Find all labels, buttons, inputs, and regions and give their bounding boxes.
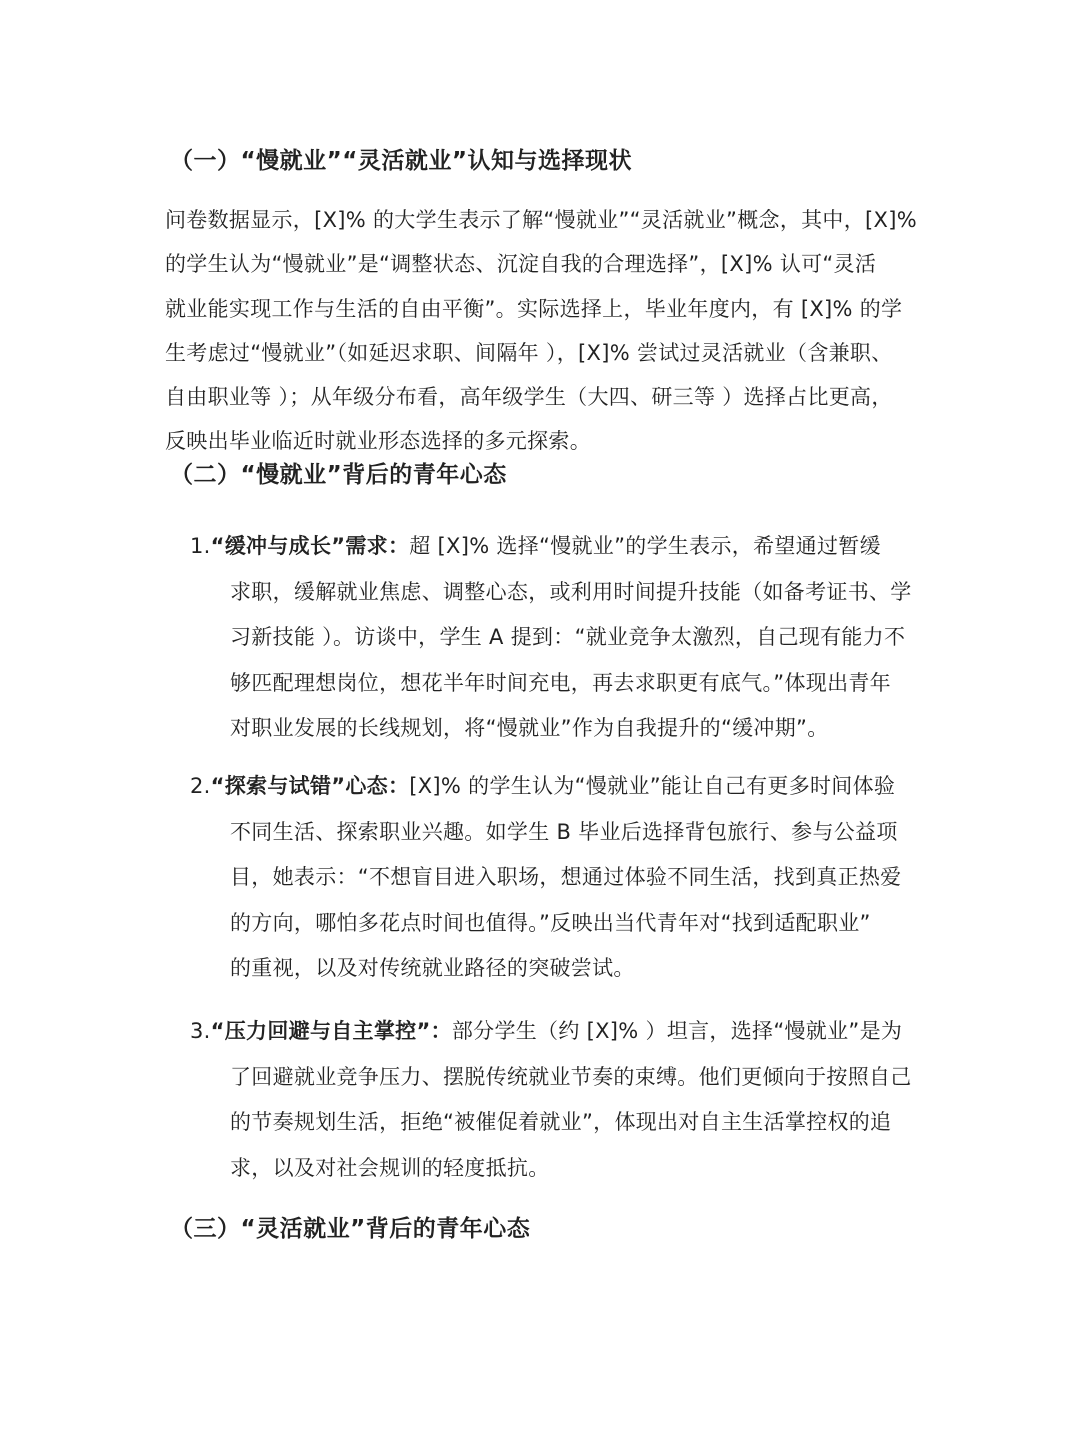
- list-item-first-line: [190, 764, 901, 810]
- section-1-heading: （一）“慢就业”“灵活就业”认知与选择现状: [170, 148, 632, 174]
- paragraph-line: 问卷数据显示，[X]% 的大学生表示了解“慢就业”“灵活就业”概念，其中，[X]%: [165, 208, 917, 232]
- section-2-heading: （二）“慢就业”背后的青年心态: [170, 462, 507, 488]
- list-item-line: 求，以及对社会规训的轻度抵抗。: [230, 1155, 550, 1180]
- list-item-1: [190, 524, 912, 752]
- list-item-lead: “缓冲与成长”需求：: [210, 534, 410, 558]
- paragraph-line: 就业能实现工作与生活的自由平衡”。实际选择上，毕业年度内，有 [X]% 的学: [165, 296, 903, 321]
- section-3-heading: （三）“灵活就业”背后的青年心态: [170, 1216, 531, 1242]
- list-item-first-line: [190, 1009, 912, 1055]
- list-item-line: 的方向，哪怕多花点时间也值得。”反映出当代青年对“找到适配职业”: [230, 910, 871, 935]
- list-item-text: 超 [X]% 选择“慢就业”的学生表示，希望通过暂缓: [409, 534, 881, 558]
- list-item-number: 3.: [190, 1019, 211, 1043]
- list-item-line: 求职，缓解就业焦虑、调整心态，或利用时间提升技能（如备考证书、学: [230, 579, 912, 604]
- list-item-line: 目，她表示：“不想盲目进入职场，想通过体验不同生活，找到真正热爱: [230, 865, 902, 889]
- paragraph-line: 的学生认为“慢就业”是“调整状态、沉淀自我的合理选择”，[X]% 认可“灵活: [165, 252, 877, 277]
- list-item-number: 1.: [190, 534, 211, 558]
- list-item-2: [190, 764, 901, 992]
- list-item-line: 了回避就业竞争压力、摆脱传统就业节奏的束缚。他们更倾向于按照自己: [230, 1064, 912, 1089]
- list-item-text: [X]% 的学生认为“慢就业”能让自己有更多时间体验: [409, 774, 896, 798]
- list-item-line: 的重视，以及对传统就业路径的突破尝试。: [230, 956, 635, 980]
- list-item-text: 部分学生（约 [X]% ）坦言，选择“慢就业”是为: [451, 1019, 903, 1043]
- list-item-line: 的节奏规划生活，拒绝“被催促着就业”，体现出对自主生活掌控权的追: [230, 1110, 892, 1134]
- list-item-line: 对职业发展的长线规划，将“慢就业”作为自我提升的“缓冲期”。: [230, 716, 829, 740]
- list-item-number: 2.: [190, 774, 211, 798]
- list-item-lead: “探索与试错”心态：: [210, 774, 410, 798]
- paragraph-line: 生考虑过“慢就业”（如延迟求职、间隔年 ），[X]% 尝试过灵活就业（含兼职、: [165, 340, 893, 365]
- list-item-first-line: [190, 524, 912, 570]
- section-1-paragraph: [165, 198, 917, 464]
- list-item-lead: “压力回避与自主掌控”：: [210, 1019, 452, 1043]
- list-item-line: 习新技能 ）。访谈中，学生 A 提到：“就业竞争太激烈，自己现有能力不: [230, 625, 906, 649]
- list-item-line: 不同生活、探索职业兴趣。如学生 B 毕业后选择背包旅行、参与公益项: [230, 819, 898, 844]
- paragraph-line: 反映出毕业临近时就业形态选择的多元探索。: [165, 429, 591, 454]
- paragraph-line: 自由职业等 ）；从年级分布看，高年级学生（大四、研三等 ）选择占比更高，: [165, 385, 893, 410]
- list-item-3: [190, 1009, 912, 1191]
- list-item-line: 够匹配理想岗位，想花半年时间充电，再去求职更有底气。”体现出青年: [230, 670, 891, 695]
